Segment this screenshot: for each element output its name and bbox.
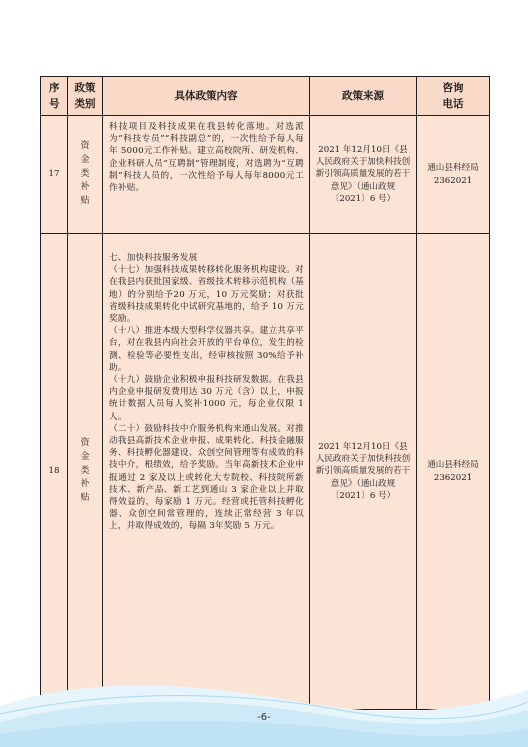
header-content: 具体政策内容 (103, 77, 310, 116)
content-paragraph: （十八）推进本级大型科学仪器共享。建立共享平台，对在我县内向社会开放的平台单位，发生的检测、检验等必要性支出，经审核按照 30%给予补助。 (109, 326, 304, 373)
row-phone: 通山县科经局 2362021 (417, 116, 490, 234)
row-phone: 通山县科经局 2362021 (417, 234, 490, 710)
header-type: 政策类别 (68, 77, 103, 116)
content-section-heading: 七、加快科技服务发展 (109, 253, 198, 263)
content-paragraph: （十七）加强科技成果转移转化服务机构建设。对在我县内获批国家级、省级技术转移示范机构（基地）的分别给予20 万元，10 万元奖励；对获批省级科技成果转化中试研究基地的，给予 10 万元奖励。 (109, 265, 304, 325)
table-row (41, 234, 490, 710)
row-source: 2021 年12月10日《县人民政府关于加快科技创新引领高质量发展的若干意见》（通山政规〔2021〕6 号） (310, 116, 417, 234)
table-row (41, 116, 490, 234)
table-header-row (41, 77, 490, 116)
content-paragraph: 科技项目及科技成果在我县转化落地。对选派为“科技专员”“科技副总”的，一次性给予每人每年 5000元工作补贴。建立高校院所、研发机构、企业科研人员“互聘制”管理制度，对选聘为“互聘制”科技人员的，一次性给予每人每年8000元工作补贴。 (109, 122, 304, 194)
page-number: -6- (257, 712, 271, 723)
row-type: 资金类补贴 (68, 116, 103, 234)
header-no: 序号 (41, 77, 68, 116)
row-content (103, 234, 310, 710)
header-source: 政策来源 (310, 77, 417, 116)
content-paragraph: （十九）鼓励企业积极申报科技研发数据。在我县内企业申报研发费用达 30 万元（含）以上，申报统计数据人员每人奖补1000 元，每企业仅限 1 人。 (109, 375, 304, 422)
row-number: 18 (41, 234, 68, 710)
wave-decoration (0, 668, 528, 747)
row-source: 2021 年12月10日《县人民政府关于加快科技创新引领高质量发展的若干意见》（通山政规〔2021〕6 号） (310, 234, 417, 710)
policy-table (40, 76, 490, 710)
content-paragraph: （二十）鼓励科技中介服务机构来通山发展。对推动我县高新技术企业申报、成果转化、科技金融服务、科技孵化器建设、众创空间管理等有成效的科技中介，根绩效，给予奖励。当年高新技术企业申报通过 2 家及以上或转化大专院校、科技院所新技术、新产品、新工艺到通山 3 家企业以上并取得效益的，每家励 1 万元。经营或托管科技孵化器、众创空间常管理的，连续正常经营 3 年以上，并取得成效的，每隔 3年奖励 5 万元。 (109, 423, 304, 532)
header-phone: 咨询电话 (417, 77, 490, 116)
row-number: 17 (41, 116, 68, 234)
row-content (103, 116, 310, 234)
row-type: 资金类补贴 (68, 234, 103, 710)
